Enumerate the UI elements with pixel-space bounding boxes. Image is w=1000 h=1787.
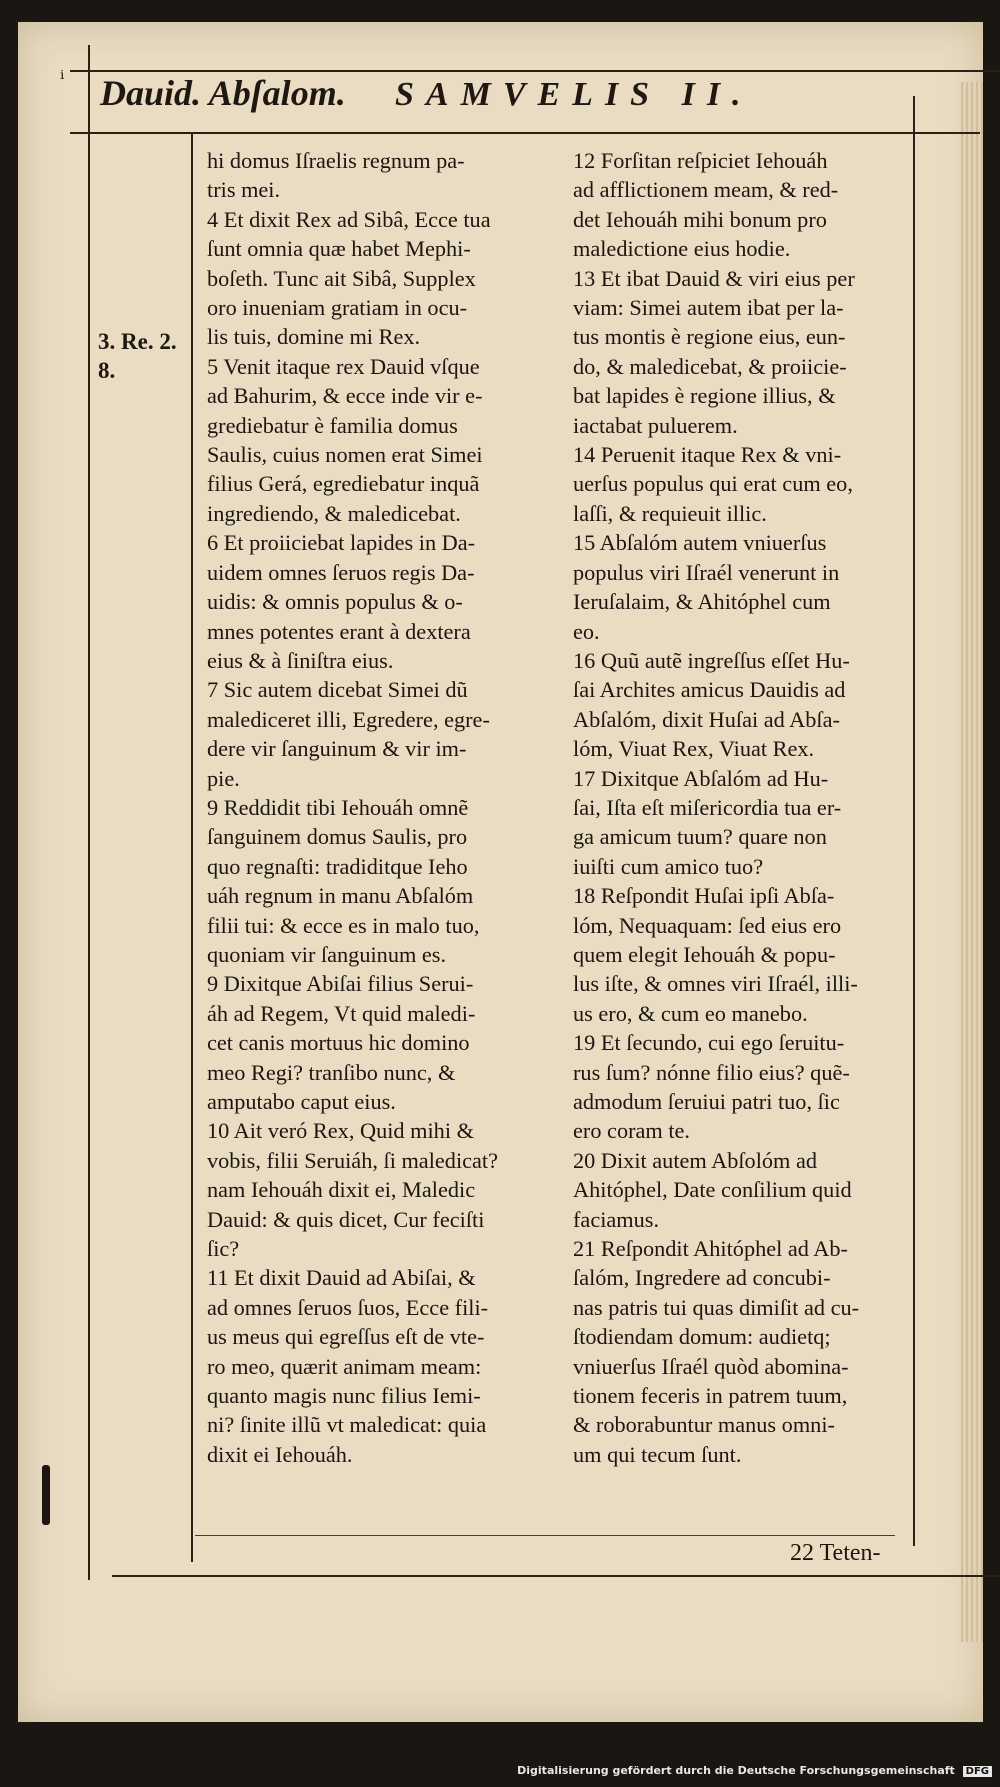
text-line: mnes potentes erant à dextera [207, 618, 471, 644]
text-line: ni? ſinite illũ vt maledicat: quia [207, 1412, 487, 1438]
footer-text: Digitalisierung gefördert durch die Deutsche Forschungsgemeinschaft [517, 1764, 955, 1777]
text-line: pie. [207, 765, 240, 791]
text-line: tus montis è regione eius, eun- [573, 324, 846, 350]
text-line: ſtodiendam domum: audietq; [573, 1324, 831, 1350]
text-line: ad afflictionem meam, & red- [573, 177, 839, 203]
text-line: Dauid: & quis dicet, Cur feciſti [207, 1206, 485, 1232]
text-line: ga amicum tuum? quare non [573, 824, 827, 850]
text-line: filius Gerá, egrediebatur inquã [207, 471, 480, 497]
text-line: amputabo caput eius. [207, 1089, 396, 1114]
text-line: 9 Reddidit tibi Iehouáh omnẽ [207, 794, 469, 820]
text-line: nas patris tui quas dimiſit ad cu- [573, 1294, 860, 1320]
text-line: us meus qui egreſſus eſt de vte- [207, 1324, 485, 1350]
text-line: vniuerſus Iſraél quòd abomina- [573, 1353, 849, 1379]
text-line: 12 Forſitan reſpiciet Iehouáh [573, 148, 828, 173]
text-line: quoniam vir ſanguinum es. [207, 941, 447, 967]
text-line: do, & maledicebat, & proiicie- [573, 353, 847, 379]
ink-blot [42, 1465, 50, 1525]
text-line: rus ſum? nónne filio eius? quẽ- [573, 1059, 850, 1085]
text-line: ſanguinem domus Saulis, pro [207, 824, 468, 850]
text-line: laſſi, & requieuit illic. [573, 500, 767, 526]
text-line: quanto magis nunc filius Iemi- [207, 1383, 481, 1409]
text-line: ſai Archites amicus Dauidis ad [573, 677, 846, 703]
text-line: 14 Peruenit itaque Rex & vni- [573, 442, 842, 468]
text-line: Abſalóm, dixit Huſai ad Abſa- [573, 706, 840, 732]
text-line: grediebatur è familia domus [207, 412, 458, 438]
running-head-left: Dauid. Abſalom. [100, 73, 346, 113]
text-line: ad omnes ſeruos ſuos, Ecce fili- [207, 1294, 489, 1320]
text-line: 17 Dixitque Abſalóm ad Hu- [573, 765, 829, 791]
digitization-footer [517, 1764, 992, 1777]
text-line: 18 Reſpondit Huſai ipſi Abſa- [573, 883, 835, 909]
text-line: filii tui: & ecce es in malo tuo, [207, 912, 480, 938]
text-line: 21 Reſpondit Ahitóphel ad Ab- [573, 1236, 848, 1262]
text-line: 9 Dixitque Abiſai filius Serui- [207, 971, 474, 997]
text-line: nam Iehouáh dixit ei, Maledic [207, 1177, 476, 1203]
margin-reference-line: 8. [98, 358, 116, 383]
text-line: det Iehouáh mihi bonum pro [573, 206, 827, 232]
text-line: ſunt omnia quæ habet Mephi- [207, 236, 471, 262]
text-line: iactabat puluerem. [573, 412, 738, 438]
text-line: uidem omnes ſeruos regis Da- [207, 559, 475, 585]
text-line: malediceret illi, Egredere, egre- [207, 706, 490, 732]
text-line: quem elegit Iehouáh & popu- [573, 941, 836, 967]
text-line: viam: Simei autem ibat per la- [573, 295, 844, 321]
text-line: maledictione eius hodie. [573, 236, 791, 262]
text-line: eius & à ſiniſtra eius. [207, 647, 394, 673]
text-line: faciamus. [573, 1206, 660, 1232]
text-line: admodum ſeruiui patri tuo, ſic [573, 1089, 840, 1114]
text-line: ingrediendo, & maledicebat. [207, 500, 461, 526]
text-line: um qui tecum ſunt. [573, 1441, 742, 1467]
text-line: populus viri Iſraél venerunt in [573, 559, 840, 585]
dfg-logo: DFG [963, 1766, 992, 1777]
text-line: ſic? [207, 1236, 240, 1262]
text-line: 15 Abſalóm autem vniuerſus [573, 530, 827, 556]
text-line: ſai, Iſta eſt miſericordia tua er- [573, 794, 842, 820]
text-line: dere vir ſanguinum & vir im- [207, 736, 467, 762]
text-line: vobis, filii Seruiáh, ſi maledicat? [207, 1147, 499, 1173]
text-line: ero coram te. [573, 1118, 690, 1144]
running-head-title: SAMVELIS II. [395, 76, 753, 113]
text-line: Saulis, cuius nomen erat Simei [207, 442, 483, 468]
text-line: lóm, Nequaquam: ſed eius ero [573, 912, 842, 938]
text-line: Ieruſalaim, & Ahitóphel cum [573, 589, 831, 615]
text-line: oro inueniam gratiam in ocu- [207, 295, 468, 321]
margin-reference [98, 327, 177, 385]
text-line: ad Bahurim, & ecce inde vir e- [207, 383, 483, 409]
text-line: tris mei. [207, 177, 281, 203]
header-rule-bottom [70, 132, 980, 134]
text-line: uidis: & omnis populus & o- [207, 589, 463, 615]
margin-rule [191, 132, 193, 1562]
text-line: lis tuis, domine mi Rex. [207, 324, 421, 350]
right-border-rule [913, 96, 915, 1546]
text-line: bat lapides è regione illius, & [573, 383, 836, 409]
left-border-rule [88, 45, 90, 1580]
text-line: quo regnaſti: tradiditque Ieho [207, 853, 468, 879]
text-line: eo. [573, 618, 600, 644]
text-line: lóm, Viuat Rex, Viuat Rex. [573, 736, 815, 762]
text-line: & roborabuntur manus omni- [573, 1412, 835, 1438]
bottom-rule [112, 1575, 1000, 1577]
text-column-left [207, 146, 552, 1469]
text-line: dixit ei Iehouáh. [207, 1441, 353, 1467]
ink-mark: ᵢ [60, 60, 65, 85]
text-line: 13 Et ibat Dauid & viri eius per [573, 265, 855, 291]
text-line: 20 Dixit autem Abſolóm ad [573, 1147, 818, 1173]
text-line: 11 Et dixit Dauid ad Abiſai, & [207, 1265, 476, 1291]
text-line: lus iſte, & omnes viri Iſraél, illi- [573, 971, 858, 997]
text-line: ſalóm, Ingredere ad concubi- [573, 1265, 831, 1291]
text-line: uerſus populus qui erat cum eo, [573, 471, 853, 497]
text-line: 5 Venit itaque rex Dauid vſque [207, 353, 480, 379]
text-line: iuiſti cum amico tuo? [573, 853, 764, 879]
text-line: ro meo, quærit animam meam: [207, 1353, 482, 1379]
margin-reference-line: 3. Re. 2. [98, 329, 177, 354]
text-line: tionem feceris in patrem tuum, [573, 1383, 848, 1409]
text-line: meo Regi? tranſibo nunc, & [207, 1059, 456, 1085]
text-line: 19 Et ſecundo, cui ego ſeruitu- [573, 1030, 845, 1056]
text-line: 7 Sic autem dicebat Simei dũ [207, 677, 468, 703]
text-line: 4 Et dixit Rex ad Sibâ, Ecce tua [207, 206, 491, 232]
text-line: us ero, & cum eo manebo. [573, 1000, 808, 1026]
text-line: hi domus Iſraelis regnum pa- [207, 148, 465, 173]
text-line: boſeth. Tunc ait Sibâ, Supplex [207, 265, 476, 291]
text-line: 10 Ait veró Rex, Quid mihi & [207, 1118, 474, 1144]
text-column-right [573, 146, 903, 1469]
column-end-rule [195, 1535, 895, 1536]
text-line: 16 Quũ autẽ ingreſſus eſſet Hu- [573, 647, 850, 673]
text-line: 6 Et proiiciebat lapides in Da- [207, 530, 476, 556]
text-line: áh ad Regem, Vt quid maledi- [207, 1000, 476, 1026]
text-line: cet canis mortuus hic domino [207, 1030, 470, 1056]
page-edge-texture [961, 82, 983, 1642]
text-line: uáh regnum in manu Abſalóm [207, 883, 474, 909]
catchword: 22 Teten- [790, 1540, 881, 1566]
text-line: Ahitóphel, Date conſilium quid [573, 1177, 852, 1203]
